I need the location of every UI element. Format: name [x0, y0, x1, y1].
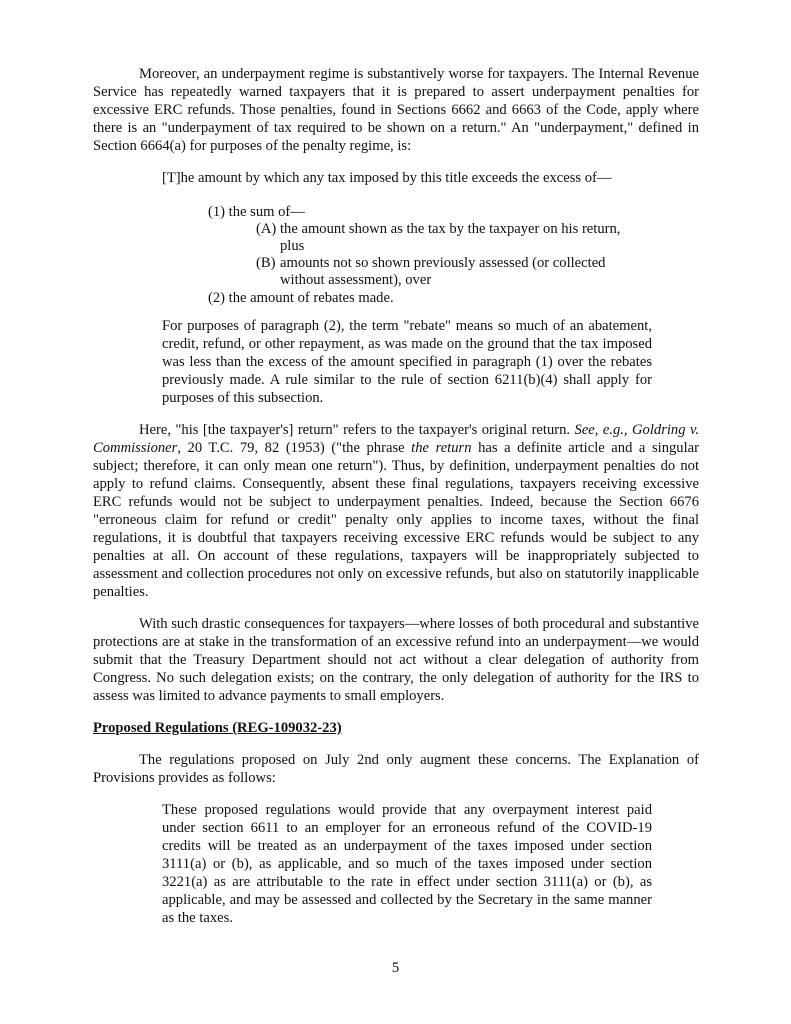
- statute-text-a: [280, 221, 652, 255]
- statute-item-1: (1) the sum of—: [208, 204, 305, 220]
- statute-text-b-line1: amounts not so shown previously assessed (or collected: [280, 255, 606, 271]
- statute-item-a: [256, 221, 652, 255]
- paragraph-original-return: [93, 421, 699, 601]
- statute-item-2: (2) the amount of rebates made.: [208, 290, 394, 306]
- p2-text-b: , 20 T.C. 79, 82 (1953) ("the phrase: [177, 440, 412, 456]
- statute-item-b: [256, 255, 652, 289]
- paragraph-underpayment-regime: Moreover, an underpayment regime is substantively worse for taxpayers. The Internal Revenue Service has repeatedly warned taxpayers that it is prepared to assert underpayment penalties for excessive ERC refunds. Those penalties, found in Sections 6662 and 6663 of the Code, apply where there is an "underpayment of tax required to be shown on a return." An "underpayment," defined in Section 6664(a) for purposes of the penalty regime, is:: [93, 66, 699, 154]
- quote-rebate-definition: For purposes of paragraph (2), the term "rebate" means so much of an abatement, credit, refund, or other repayment, as was made on the ground that the tax imposed was less than the excess of the amount specified in paragraph (1) over the rebates previously made. A rule similar to the rule of section 6211(b)(4) shall apply for purposes of this subsection.: [162, 318, 652, 406]
- page-number: 5: [391, 960, 400, 976]
- p2-text-c: has a definite article and a singular subject; therefore, it can only mean one return"). Thus, by definition, underpayment penalties do not apply to refund claims. Consequently, absent these final regulations, taxpayers receiving excessive ERC refunds would not be subject to underpayment penalties. Indeed, because the Section 6676 "erroneous claim for refund or credit" penalty only applies to income taxes, without the final regulations, it is doubtful that taxpayers receiving excessive ERC refunds would be subject to any penalties at all. On account of these regulations, taxpayers will be inappropriately subjected to assessment and collection procedures not only on excessive refunds, but also on statutorily inapplicable penalties.: [93, 440, 699, 600]
- statute-text-a-line1: the amount shown as the tax by the taxpayer on his return,: [280, 221, 621, 237]
- quote-lead: [T]he amount by which any tax imposed by this title exceeds the excess of—: [162, 170, 612, 186]
- statute-list: [208, 203, 652, 307]
- block-quote-explanation-of-provisions: [162, 801, 652, 927]
- statute-text-a-line2: plus: [280, 238, 305, 254]
- paragraph-july-regulations: The regulations proposed on July 2nd only augment these concerns. The Explanation of Provisions provides as follows:: [93, 752, 699, 786]
- statute-label-a: (A): [256, 221, 277, 237]
- section-heading-proposed-regulations: Proposed Regulations (REG-109032-23): [93, 720, 342, 736]
- block-quote-section-6664: [162, 169, 652, 407]
- statute-text-b-line2: without assessment), over: [280, 272, 432, 288]
- statute-text-b: [280, 255, 652, 289]
- paragraph-drastic-consequences: With such drastic consequences for taxpayers—where losses of both procedural and substantive protections are at stake in the transformation of an excessive refund into an underpayment—we would submit that the Treasury Department should not act without a clear delegation of authority from Congress. No such delegation exists; on the contrary, the only delegation of authority for the IRS to assess was limited to advance payments to small employers.: [93, 616, 699, 704]
- case-citation: See, e.g., Goldring v. Commissioner: [93, 422, 699, 456]
- emphasis-the-return: the return: [411, 440, 472, 456]
- p2-text-a: Here, "his [the taxpayer's] return" refers to the taxpayer's original return.: [139, 422, 575, 438]
- document-page: [93, 65, 699, 927]
- statute-label-b: (B): [256, 255, 276, 271]
- quote-proposed-regulations: These proposed regulations would provide that any overpayment interest paid under section 6611 to an employer for an erroneous refund of the COVID-19 credits will be treated as an underpayment of the taxes imposed under section 3111(a) or (b), as applicable, and so much of the taxes imposed under section 3221(a) as are attributable to the rate in effect under section 3111(a) or (b), as applicable, and may be assessed and collected by the Secretary in the same manner as the taxes.: [162, 802, 652, 926]
